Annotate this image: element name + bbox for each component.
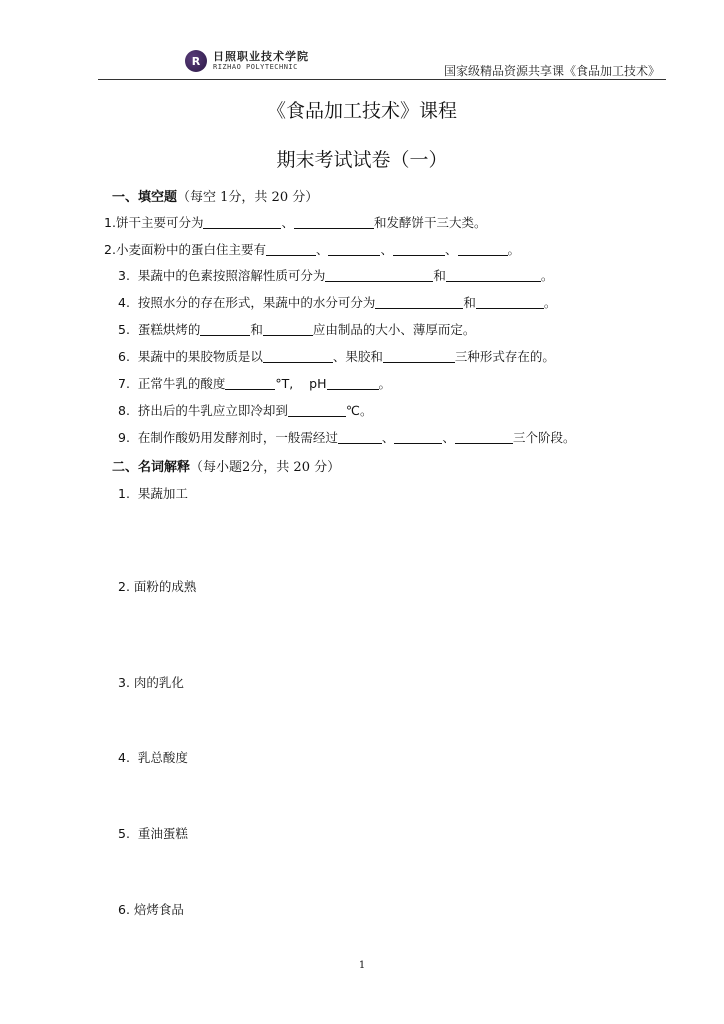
logo-emblem-icon: R	[185, 50, 207, 72]
answer-blank[interactable]	[203, 215, 281, 229]
answer-blank[interactable]	[266, 242, 316, 256]
document-title: 《食品加工技术》课程	[266, 100, 457, 122]
document-subtitle: 期末考试试卷（一）	[276, 149, 448, 171]
answer-blank[interactable]	[325, 268, 433, 282]
logo-chinese-name: 日照职业技术学院	[213, 50, 309, 63]
answer-blank[interactable]	[476, 295, 544, 309]
section-heading: 二、名词解释	[112, 460, 191, 475]
answer-blank[interactable]	[393, 242, 445, 256]
question-9: 9. 在制作酸奶用发酵剂时，一般需经过 、 、 三个阶段。	[118, 430, 576, 445]
answer-blank[interactable]	[446, 268, 541, 282]
school-logo	[185, 48, 335, 74]
page-number: 1	[358, 960, 366, 971]
header-divider	[98, 79, 666, 80]
answer-blank[interactable]	[458, 242, 508, 256]
question-3: 3. 果蔬中的色素按照溶解性质可分为 和 。	[118, 268, 554, 283]
answer-blank[interactable]	[375, 295, 463, 309]
answer-blank[interactable]	[328, 242, 380, 256]
answer-blank[interactable]	[327, 376, 379, 390]
header-course-label: 国家级精品资源共享课《食品加工技术》	[443, 64, 660, 78]
answer-blank[interactable]	[338, 430, 382, 444]
answer-blank[interactable]	[263, 349, 333, 363]
section-definitions-heading	[112, 456, 340, 475]
term-item: 3. 肉的乳化	[118, 675, 184, 690]
logo-english-name: RIZHAO POLYTECHNIC	[213, 63, 298, 71]
question-5: 5. 蛋糕烘烤的 和 应由制品的大小、薄厚而定。	[118, 322, 476, 337]
answer-blank[interactable]	[225, 376, 275, 390]
question-6: 6. 果蔬中的果胶物质是以 、果胶和 三种形式存在的。	[118, 349, 555, 364]
term-item: 2. 面粉的成熟	[118, 579, 197, 594]
answer-blank[interactable]	[294, 215, 374, 229]
section-note: （每空 1分，共 20 分）	[177, 190, 319, 205]
term-item: 5. 重油蛋糕	[118, 826, 188, 841]
term-item: 4. 乳总酸度	[118, 750, 188, 765]
answer-blank[interactable]	[455, 430, 513, 444]
answer-blank[interactable]	[200, 322, 250, 336]
answer-blank[interactable]	[288, 403, 346, 417]
question-2: 2.小麦面粉中的蛋白住主要有 、 、 、 。	[104, 242, 521, 257]
answer-blank[interactable]	[383, 349, 455, 363]
question-7: 7. 正常牛乳的酸度 °T, pH 。	[118, 376, 392, 391]
term-item: 6. 焙烤食品	[118, 902, 184, 917]
question-8: 8. 挤出后的牛乳应立即冷却到 ℃。	[118, 403, 373, 418]
section-fill-blank-heading	[112, 186, 318, 205]
section-note: （每小题2分，共 20 分）	[190, 460, 341, 475]
answer-blank[interactable]	[394, 430, 442, 444]
question-4: 4. 按照水分的存在形式，果蔬中的水分可分为 和 。	[118, 295, 557, 310]
answer-blank[interactable]	[263, 322, 313, 336]
logo-text	[213, 51, 309, 71]
section-heading: 一、填空题	[112, 190, 178, 205]
question-1: 1.饼干主要可分为 、 和发酵饼干三大类。	[104, 215, 487, 230]
term-item: 1. 果蔬加工	[118, 486, 188, 501]
